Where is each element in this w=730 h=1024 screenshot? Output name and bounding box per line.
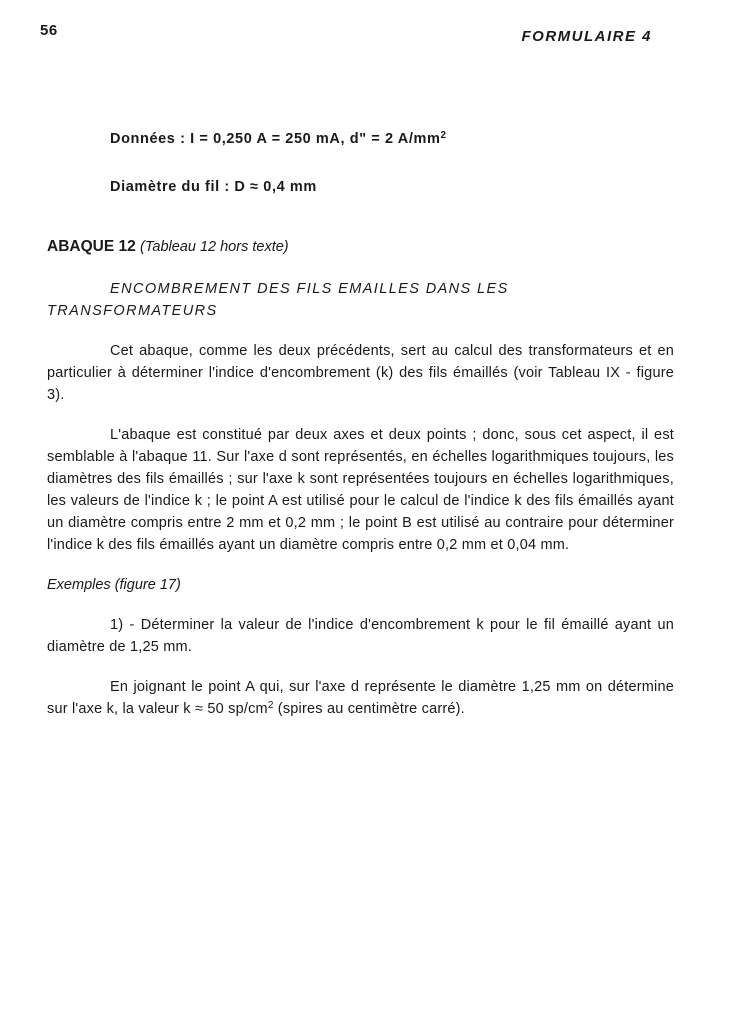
given-data-block xyxy=(110,128,674,198)
page-content xyxy=(47,128,674,720)
example-1-answer xyxy=(47,676,674,720)
examples-heading: Exemples (figure 17) xyxy=(47,577,181,593)
wire-diameter-line: Diamètre du fil : D ≈ 0,4 mm xyxy=(110,179,317,195)
paragraph-description: L'abaque est constitué par deux axes et deux points ; donc, sous cet aspect, il est semblable à l'abaque 11. Sur l'axe d sont représentés, en échelles logarithmiques toujours, les diamètres des fils émaillés ; sur l'axe k sont représentées toujours en échelles logarithmiques, les valeurs de l'indice k ; le point A est utilisé pour le calcul de l'indice k des fils émaillés ayant un diamètre compris entre 2 mm et 0,2 mm ; le point B est utilisé au contraire pour déterminer l'indice k des fils émaillés ayant un diamètre compris entre 0,2 mm et 0,04 mm. xyxy=(47,427,674,553)
given-data-superscript: 2 xyxy=(440,130,447,141)
paragraph-purpose: Cet abaque, comme les deux précédents, sert au calcul des transformateurs et en particulier à déterminer l'indice d'encombrement (k) des fils émaillés (voir Tableau IX - figure 3). xyxy=(47,343,674,403)
example-1-answer-tail: (spires au centimètre carré). xyxy=(273,701,465,717)
page-number: 56 xyxy=(40,22,58,39)
section-heading xyxy=(47,236,674,258)
example-1-answer-superscript: 2 xyxy=(267,700,274,711)
given-data-line xyxy=(110,128,674,150)
section-title: ENCOMBREMENT DES FILS EMAILLES DANS LES TRANSFORMATEURS xyxy=(47,281,509,319)
example-1-question: 1) - Déterminer la valeur de l'indice d'encombrement k pour le fil émaillé ayant un diamètre de 1,25 mm. xyxy=(47,617,674,655)
section-heading-label: ABAQUE 12 xyxy=(47,238,136,255)
section-heading-reference: (Tableau 12 hors texte) xyxy=(140,239,289,255)
given-data-text: Données : I = 0,250 A = 250 mA, d" = 2 A/mm xyxy=(110,131,441,147)
example-1-answer-text: En joignant le point A qui, sur l'axe d représente le diamètre 1,25 mm on détermine sur l'axe k, la valeur k ≈ 50 sp/cm xyxy=(47,679,674,717)
running-head: FORMULAIRE 4 xyxy=(521,28,652,45)
